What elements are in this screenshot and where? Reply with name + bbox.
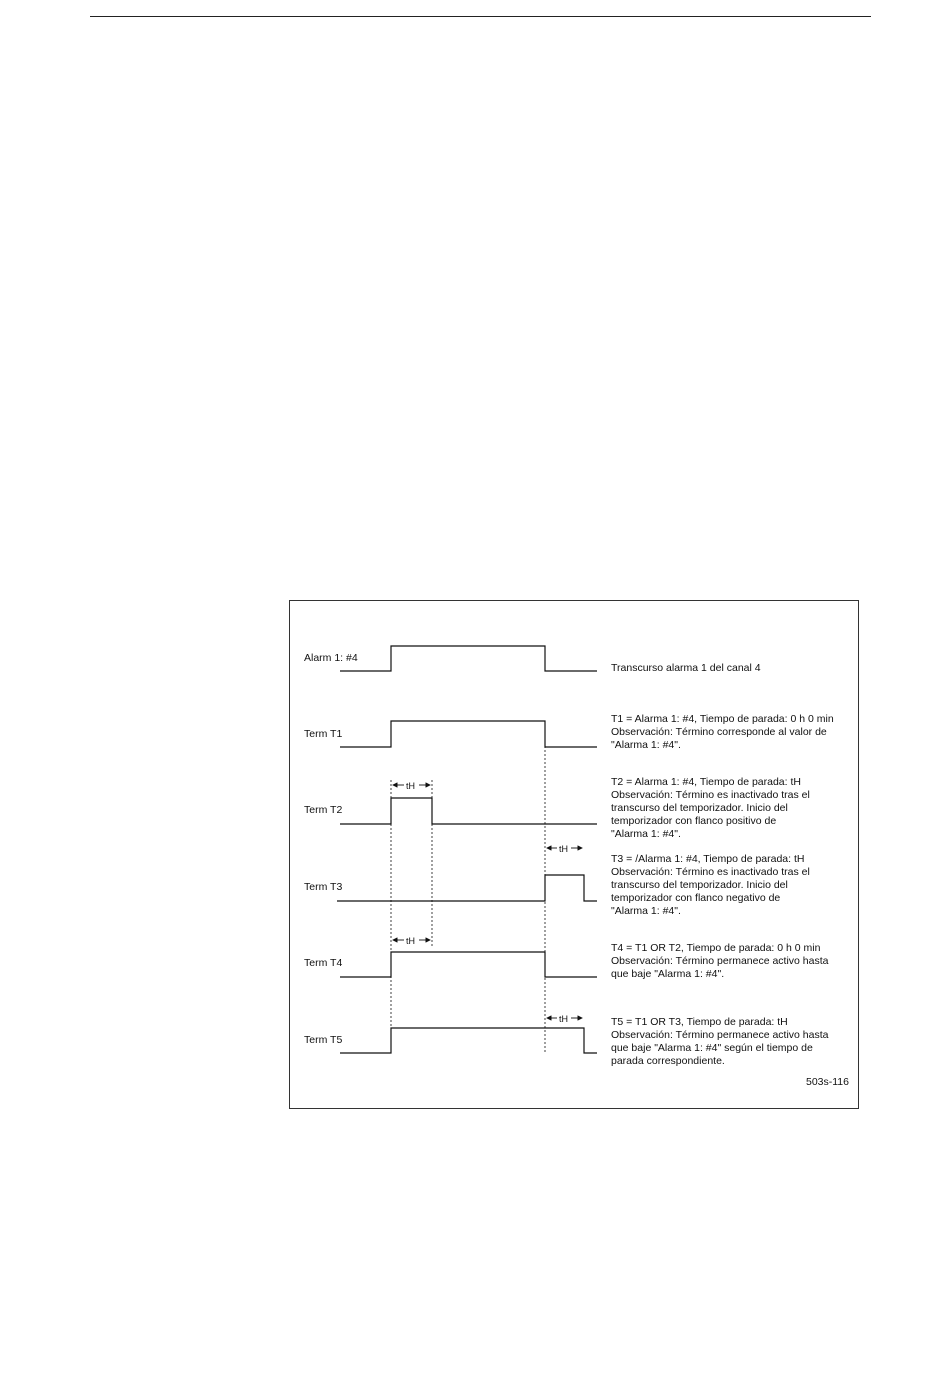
svg-text:"Alarma 1: #4".: "Alarma 1: #4".	[611, 828, 681, 840]
svg-text:"Alarma 1: #4".: "Alarma 1: #4".	[611, 905, 681, 917]
signal-label-t1: Term T1	[304, 728, 343, 740]
svg-text:transcurso del temporizador. I: transcurso del temporizador. Inicio del	[611, 802, 788, 814]
svg-text:Observación: Término correspon: Observación: Término corresponde al valor de	[611, 726, 827, 738]
signal-label-t4: Term T4	[304, 957, 343, 969]
signal-label-t2: Term T2	[304, 804, 343, 816]
description-t1	[611, 713, 834, 751]
description-t2	[611, 776, 810, 840]
waveform-t4	[340, 952, 597, 977]
svg-text:que baje "Alarma 1: #4" según: que baje "Alarma 1: #4" según el tiempo de	[611, 1042, 813, 1054]
svg-text:"Alarma 1: #4".: "Alarma 1: #4".	[611, 739, 681, 751]
signal-label-t3: Term T3	[304, 881, 343, 893]
timer-label-t2: tH	[406, 781, 415, 791]
svg-text:Observación: Término es inacti: Observación: Término es inactivado tras el	[611, 866, 810, 878]
description-t5	[611, 1016, 829, 1067]
svg-text:transcurso del temporizador. I: transcurso del temporizador. Inicio del	[611, 879, 788, 891]
waveform-t2	[340, 798, 597, 824]
waveform-alarm	[340, 646, 597, 671]
timer-label-t3: tH	[559, 844, 568, 854]
description-alarm	[611, 662, 761, 674]
svg-text:T4 = T1 OR T2, Tiempo de parad: T4 = T1 OR T2, Tiempo de parada: 0 h 0 min	[611, 942, 821, 954]
svg-text:Observación: Término permanece: Observación: Término permanece activo hasta	[611, 1029, 829, 1041]
svg-text:T2 = Alarma 1: #4, Tiempo de p: T2 = Alarma 1: #4, Tiempo de parada: tH	[611, 776, 801, 788]
svg-text:Observación: Término es inacti: Observación: Término es inactivado tras el	[611, 789, 810, 801]
waveform-t1	[340, 721, 597, 747]
svg-text:T5 = T1 OR T3, Tiempo de parad: T5 = T1 OR T3, Tiempo de parada: tH	[611, 1016, 788, 1028]
signal-label-alarm: Alarm 1: #4	[304, 652, 358, 664]
waveform-t5	[340, 1028, 597, 1053]
timer-label-t4: tH	[406, 936, 415, 946]
svg-text:parada correspondiente.: parada correspondiente.	[611, 1055, 725, 1067]
svg-text:Transcurso alarma 1 del canal: Transcurso alarma 1 del canal 4	[611, 662, 761, 674]
description-t3	[611, 853, 810, 917]
svg-text:T1 = Alarma 1: #4, Tiempo de p: T1 = Alarma 1: #4, Tiempo de parada: 0 h 0 min	[611, 713, 834, 725]
svg-text:temporizador con flanco negati: temporizador con flanco negativo de	[611, 892, 781, 904]
waveform-t3	[337, 875, 597, 901]
svg-text:Observación: Término permanece: Observación: Término permanece activo hasta	[611, 955, 829, 967]
svg-text:temporizador con flanco positi: temporizador con flanco positivo de	[611, 815, 777, 827]
description-t4	[611, 942, 829, 980]
figure-id: 503s-116	[805, 1076, 849, 1088]
timer-label-t5: tH	[559, 1014, 568, 1024]
svg-text:T3 = /Alarma 1: #4, Tiempo de: T3 = /Alarma 1: #4, Tiempo de parada: tH	[611, 853, 805, 865]
svg-text:que baje "Alarma 1: #4".: que baje "Alarma 1: #4".	[611, 968, 725, 980]
signal-label-t5: Term T5	[304, 1034, 343, 1046]
